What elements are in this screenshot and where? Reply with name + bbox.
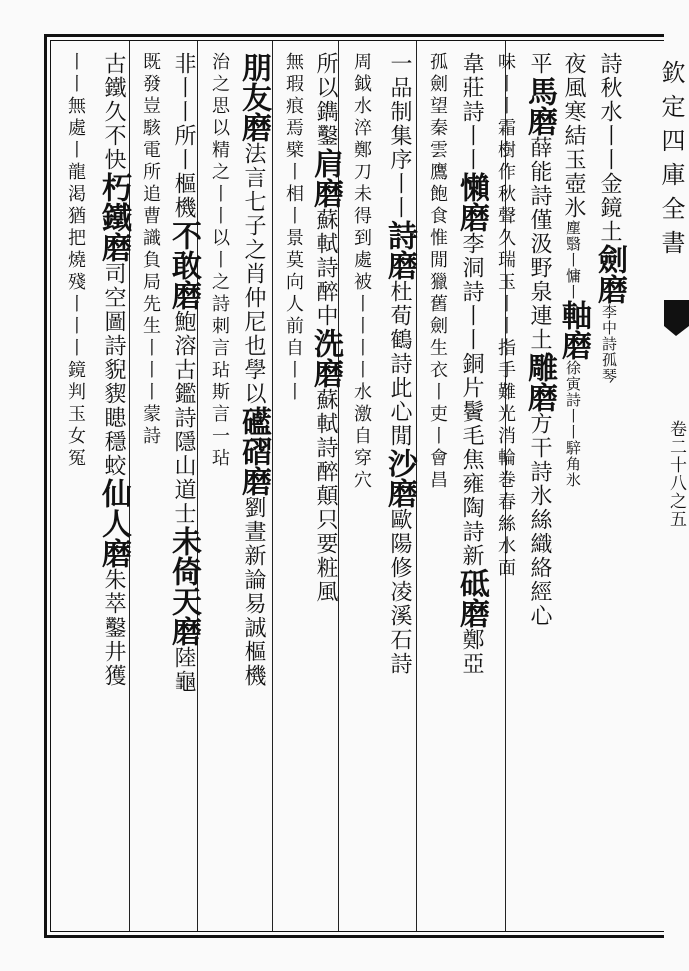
text-column: 治之思以精之丨丨以丨之詩刺言玷斯言一玷	[209, 52, 230, 470]
margin-book-title: 欽定四庫全書	[657, 60, 685, 264]
text-column: 古鐵久不快朽鐵磨司空圖詩貎䝟瞣穩蛟仙人磨朱萃鑿井獲	[96, 52, 131, 688]
text-column: 韋莊詩丨丨懶磨李洞詩丨丨銅片鬢毛焦雍陶詩新砥磨鄭亞	[454, 52, 489, 676]
text-column: 孤劍望秦雲鷹飽食惟閒獵舊劍生衣丨吏丨會昌	[427, 52, 448, 492]
column-rule	[272, 41, 273, 931]
text-column: 一品制集序丨丨詩磨杜荀鶴詩此心閒沙磨歐陽修凌溪石詩	[382, 52, 417, 676]
text-column: 無瑕痕焉檗丨相丨景莫向人前自丨丨	[283, 52, 304, 404]
fishtail-mark	[664, 300, 689, 326]
text-column: 詩秋水丨丨金鏡土劍磨李中詩孤琴	[592, 52, 627, 384]
text-column: 味丨丨霜樹作秋聲久瑞玉丨丨指手難光消輪巻春絲水面	[495, 52, 516, 580]
text-column: 所以鐫鑿肩磨蘇軾詩醉中洗磨蘇軾詩醉顛只要粧風	[308, 52, 343, 604]
text-column: 朋友磨法言七子之肖仲尼也學以礷磖磨劉晝新論易誠樞機	[236, 52, 271, 688]
text-column: 周鉞水淬鄭刀未得到處被丨丨丨丨水激自穿穴	[351, 52, 372, 492]
text-column: 既發豈駭電所追曹識負局先生丨丨丨蒙詩	[140, 52, 161, 448]
margin-volume: 卷二十八之五	[666, 420, 686, 528]
text-column: 非丨丨所丨樞機不敢磨鮑溶古鑑詩隱山道士未倚天磨陸龜	[166, 52, 201, 694]
text-column: 平馬磨薛能詩僅汲野泉連土雕磨方干詩氷絲織絡經心	[522, 52, 557, 628]
text-column: 丨丨無處丨龍渇猶把燒殘丨丨丨鏡判玉女冤	[65, 52, 86, 470]
text-column: 夜風寒結玉壺氷塵翳丨慵丨軸磨徐寅詩丨丨騂角氷	[556, 52, 591, 488]
